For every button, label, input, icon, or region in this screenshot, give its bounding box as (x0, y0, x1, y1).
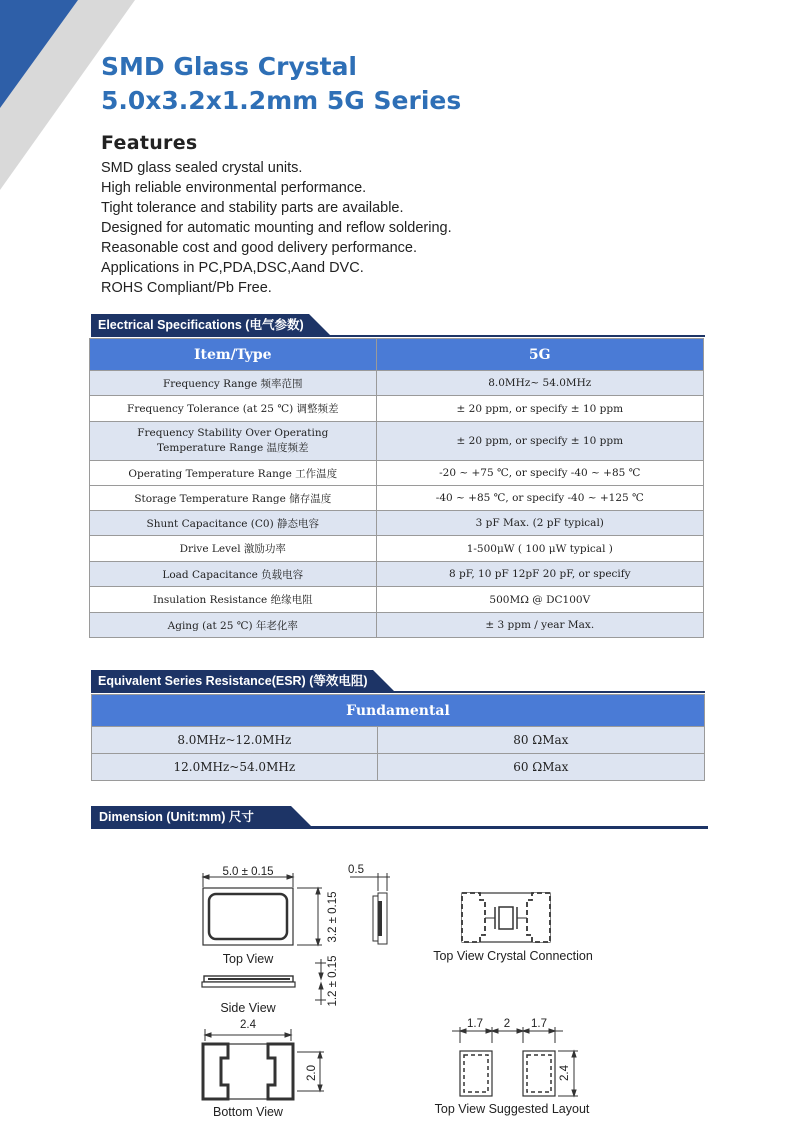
caption-top-view: Top View (222, 952, 274, 966)
dim-layout-h: 2.4 (559, 1065, 571, 1081)
row-label-line-2: Temperature Range 温度频差 (156, 442, 309, 454)
title-line-2: 5.0x3.2x1.2mm 5G Series (101, 86, 462, 115)
table-row (90, 396, 704, 422)
row-label: Frequency Tolerance (at 25 ℃) 调整频差 (90, 396, 377, 422)
table-row (90, 536, 704, 562)
table-row (90, 422, 704, 461)
electrical-section-title: Electrical Specifications (电气参数) (98, 318, 304, 332)
dim-side-height: 1.2 ± 0.15 (327, 955, 339, 1007)
esr-freq: 12.0MHz~54.0MHz (92, 754, 378, 781)
row-label: Insulation Resistance 绝缘电阻 (90, 587, 377, 613)
caption-suggested-layout: Top View Suggested Layout (434, 1102, 590, 1116)
feature-item: Designed for automatic mounting and reflow soldering. (101, 220, 452, 236)
row-label: Storage Temperature Range 储存温度 (90, 486, 377, 511)
caption-side-view: Side View (220, 1001, 276, 1015)
row-label: Drive Level 激励功率 (90, 536, 377, 562)
row-value: ± 3 ppm / year Max. (376, 613, 703, 638)
row-label: Operating Temperature Range 工作温度 (90, 461, 377, 486)
row-label: Load Capacitance 负载电容 (90, 562, 377, 587)
col-header-type: 5G (376, 339, 703, 371)
caption-crystal-connection: Top View Crystal Connection (433, 949, 593, 963)
dim-top-height: 3.2 ± 0.15 (327, 891, 339, 943)
dim-thickness: 0.5 (348, 864, 364, 876)
feature-item: High reliable environmental performance. (101, 180, 367, 196)
esr-value: 80 ΩMax (377, 727, 704, 754)
table-row (90, 613, 704, 638)
row-value: 8.0MHz~ 54.0MHz (376, 371, 703, 396)
suggested-layout-drawing (452, 1027, 578, 1096)
page-title (101, 50, 461, 118)
feature-item: Tight tolerance and stability parts are available. (101, 200, 404, 216)
row-label-line-1: Frequency Stability Over Operating (137, 427, 329, 439)
dimension-section-header (91, 806, 708, 828)
feature-item: Reasonable cost and good delivery performance. (101, 240, 417, 256)
table-row (90, 461, 704, 486)
row-label (90, 422, 377, 461)
dimension-drawings (190, 855, 620, 1125)
top-view-drawing (203, 873, 322, 945)
dim-layout-b: 2 (503, 1018, 511, 1030)
bottom-view-drawing (203, 1029, 324, 1099)
row-label: Frequency Range 频率范围 (90, 371, 377, 396)
col-header-item: Item/Type (90, 339, 377, 371)
esr-header-fundamental: Fundamental (92, 695, 705, 727)
dim-bottom-height: 2.0 (306, 1065, 318, 1081)
edge-view-drawing (350, 873, 390, 944)
row-label: Aging (at 25 ℃) 年老化率 (90, 613, 377, 638)
features-heading: Features (101, 132, 198, 154)
electrical-section-header (91, 314, 705, 336)
electrical-spec-table (89, 338, 704, 638)
dim-top-width: 5.0 ± 0.15 (222, 866, 274, 878)
dimension-section-title: Dimension (Unit:mm) 尺寸 (99, 810, 254, 824)
table-row (90, 562, 704, 587)
row-value: 8 pF, 10 pF 12pF 20 pF, or specify (376, 562, 703, 587)
row-value: 500MΩ @ DC100V (376, 587, 703, 613)
row-value: 1-500μW ( 100 μW typical ) (376, 536, 703, 562)
dim-layout-a: 1.7 (467, 1018, 483, 1030)
row-value: ± 20 ppm, or specify ± 10 ppm (376, 396, 703, 422)
esr-freq: 8.0MHz~12.0MHz (92, 727, 378, 754)
title-line-1: SMD Glass Crystal (101, 52, 358, 81)
row-value: -40 ~ +85 ℃, or specify -40 ~ +125 ℃ (376, 486, 703, 511)
table-row (90, 587, 704, 613)
feature-item: SMD glass sealed crystal units. (101, 160, 303, 176)
caption-bottom-view: Bottom View (213, 1105, 283, 1119)
row-value: -20 ~ +75 ℃, or specify -40 ~ +85 ℃ (376, 461, 703, 486)
table-row (90, 511, 704, 536)
esr-section-header (91, 670, 705, 692)
table-row (90, 486, 704, 511)
row-value: 3 pF Max. (2 pF typical) (376, 511, 703, 536)
table-row (92, 727, 705, 754)
feature-item: Applications in PC,PDA,DSC,Aand DVC. (101, 260, 364, 276)
esr-table (91, 694, 705, 781)
table-row (90, 371, 704, 396)
esr-section-title: Equivalent Series Resistance(ESR) (等效电阻) (98, 674, 368, 688)
features-list (101, 158, 452, 298)
row-label: Shunt Capacitance (C0) 静态电容 (90, 511, 377, 536)
table-row (92, 754, 705, 781)
dim-layout-c: 1.7 (531, 1018, 547, 1030)
feature-item: ROHS Compliant/Pb Free. (101, 280, 272, 296)
dim-bottom-width: 2.4 (240, 1019, 256, 1031)
row-value: ± 20 ppm, or specify ± 10 ppm (376, 422, 703, 461)
crystal-connection-drawing (462, 893, 550, 942)
esr-value: 60 ΩMax (377, 754, 704, 781)
